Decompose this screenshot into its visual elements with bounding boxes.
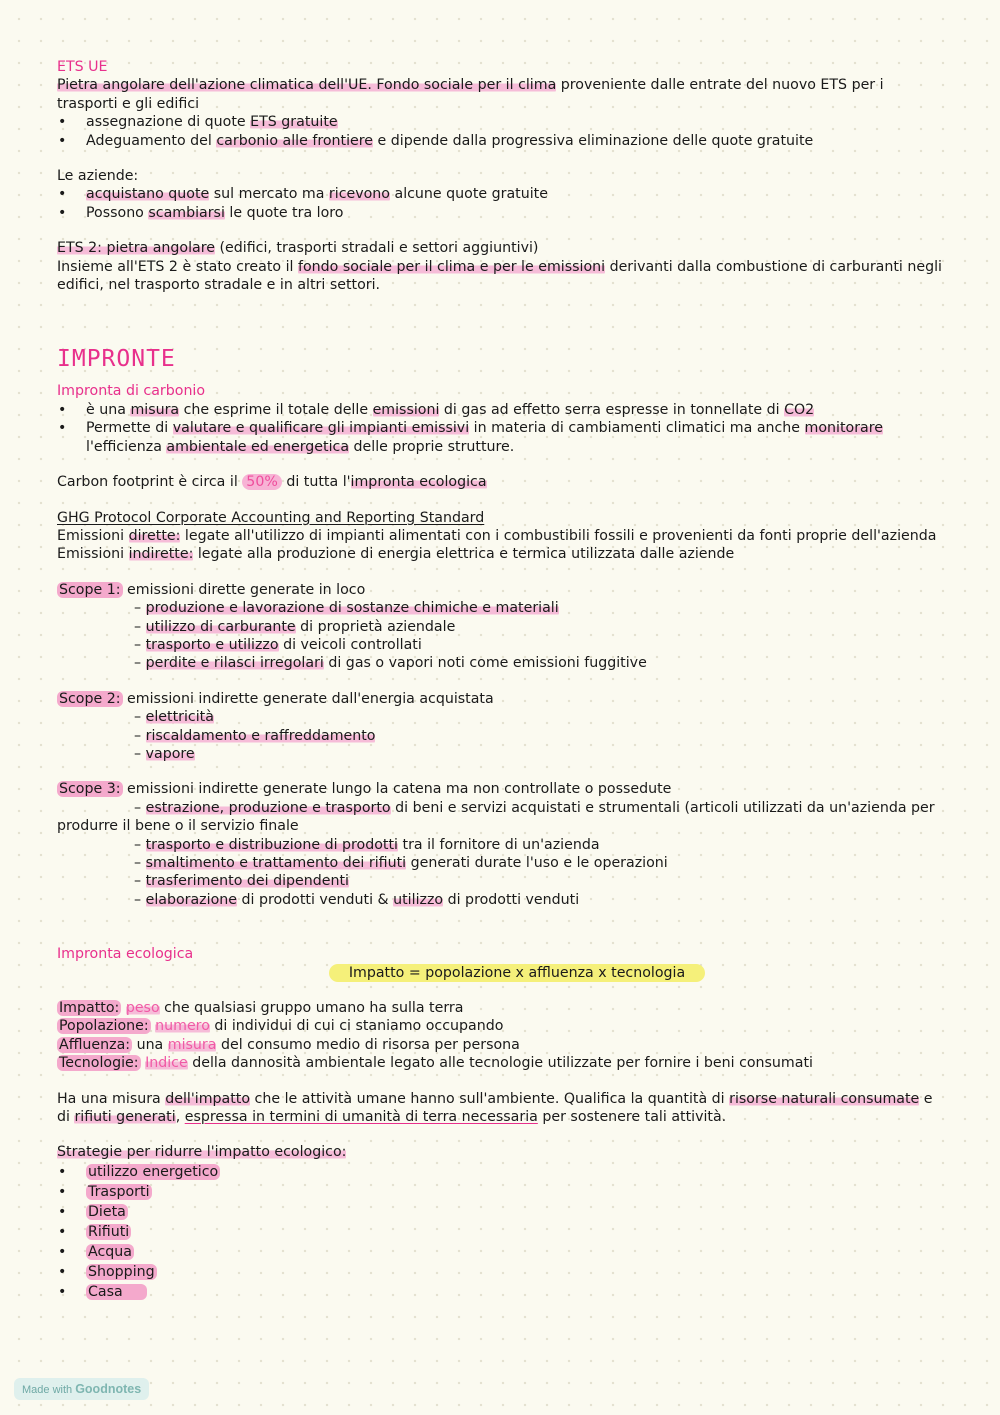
made-with-label: Made with <box>22 1384 73 1396</box>
def-tecnologie: Tecnologie: Indice della dannosità ambientale legato alle tecnologie utilizzate per fornire i beni consumati <box>59 1055 813 1072</box>
list-item: • Rifiuti <box>57 1222 947 1242</box>
ets-heading: ETS UE <box>57 59 108 75</box>
formula: Impatto = popolazione x affluenza x tecnologia <box>329 964 705 982</box>
list-item: – elaborazione di prodotti venduti & utilizzo di prodotti venduti <box>134 891 580 908</box>
scope-2: Scope 2: emissioni indirette generate dall'energia acquistata <box>59 690 494 707</box>
def-popolazione: Popolazione: numero di individui di cui ci staniamo occupando <box>59 1018 504 1035</box>
strategie-list <box>57 1162 947 1302</box>
notes-page <box>57 58 947 1302</box>
list-item: • è una misura che esprime il totale delle emissioni di gas ad effetto serra espresse in tonnellate di CO2 <box>57 401 947 419</box>
ecologica-heading: Impronta ecologica <box>57 946 194 963</box>
goodnotes-logo-text: Goodnotes <box>75 1382 142 1396</box>
carbonio-bullets <box>57 401 947 456</box>
strategie-label: Strategie per ridurre l'impatto ecologico: <box>57 1144 347 1161</box>
list-item: – perdite e rilasci irregolari di gas o vapori noti come emissioni fuggitive <box>134 655 647 672</box>
ets-bullets <box>57 113 947 150</box>
goodnotes-badge <box>14 1378 149 1400</box>
list-item: • Adeguamento del carbonio alle frontiere e dipende dalla progressiva eliminazione delle quote gratuite <box>57 132 947 150</box>
list-item: – utilizzo di carburante di proprietà aziendale <box>134 618 456 635</box>
section-title: IMPRONTE <box>57 346 176 373</box>
aziende-bullets <box>57 185 947 222</box>
scope-3: Scope 3: emissioni indirette generate lungo la catena ma non controllate o possedute <box>59 781 672 798</box>
list-item: • Possono scambiarsi le quote tra loro <box>57 204 947 222</box>
list-item: • Shopping <box>57 1262 947 1282</box>
list-item: • Trasporti <box>57 1182 947 1202</box>
list-item: • Dieta <box>57 1202 947 1222</box>
percent-badge: 50% <box>242 474 282 490</box>
scope-1: Scope 1: emissioni dirette generate in loco <box>59 581 366 598</box>
def-affluenza: Affluenza: una misura del consumo medio di risorsa per persona <box>59 1036 520 1053</box>
carbon-footprint-line: Carbon footprint è circa il 50% di tutta l'impronta ecologica <box>57 474 487 491</box>
list-item: • Permette di valutare e qualificare gli impianti emissivi in materia di cambiamenti climatici ma anche monitorare l'efficienza ambientale ed energetica delle proprie strutture. <box>57 419 947 456</box>
list-item: • assegnazione di quote ETS gratuite <box>57 113 947 131</box>
list-item: – smaltimento e trattamento dei rifiuti generati durate l'uso e le operazioni <box>134 855 668 871</box>
list-item: – produzione e lavorazione di sostanze chimiche e materiali <box>134 600 559 617</box>
list-item: – trasferimento dei dipendenti <box>134 873 349 890</box>
ets-intro: Pietra angolare dell'azione climatica dell'UE. Fondo sociale per il clima proveniente dalle entrate del nuovo ETS per i trasporti e gli edifici <box>57 77 884 112</box>
def-impatto: Impatto: peso che qualsiasi gruppo umano ha sulla terra <box>59 1000 464 1017</box>
list-item: • Acqua <box>57 1242 947 1262</box>
list-item: – estrazione, produzione e trasporto di beni e servizi acquistati e strumentali (articoli utilizzati da un'azienda per produrre il bene o il servizio finale <box>57 799 935 835</box>
list-item: – vapore <box>134 745 195 762</box>
list-item: – trasporto e distribuzione di prodotti tra il fornitore di un'azienda <box>134 836 600 853</box>
list-item: • acquistano quote sul mercato ma ricevono alcune quote gratuite <box>57 185 947 203</box>
misura-paragraph: Ha una misura dell'impatto che le attività umane hanno sull'ambiente. Qualifica la quantità di risorse naturali consumate e di rifiuti generati, espressa in termini di umanità di terra necessaria per sostenere tali attività. <box>57 1090 933 1126</box>
emissioni-dirette: Emissioni dirette: legate all'utilizzo di impianti alimentati con i combustibili fossili e provenienti da fonti proprie dell'azienda <box>57 527 937 544</box>
ghg-title: GHG Protocol Corporate Accounting and Reporting Standard <box>57 509 485 526</box>
formula-line <box>57 964 947 982</box>
list-item: • Casa <box>57 1282 947 1302</box>
emissioni-indirette: Emissioni indirette: legate alla produzione di energia elettrica e termica utilizzata dalle aziende <box>57 546 735 563</box>
list-item: – riscaldamento e raffreddamento <box>134 727 376 744</box>
list-item: – elettricità <box>134 709 214 726</box>
ets2-line: ETS 2: pietra angolare (edifici, trasporti stradali e settori aggiuntivi) <box>57 240 539 257</box>
ets2-paragraph: Insieme all'ETS 2 è stato creato il fondo sociale per il clima e per le emissioni derivanti dalla combustione di carburanti negli edifici, nel trasporto stradale e in altri settori. <box>57 258 942 294</box>
list-item: • utilizzo energetico <box>57 1162 947 1182</box>
aziende-label: Le aziende: <box>57 168 139 185</box>
carbonio-heading: Impronta di carbonio <box>57 383 206 400</box>
list-item: – trasporto e utilizzo di veicoli controllati <box>134 636 422 653</box>
